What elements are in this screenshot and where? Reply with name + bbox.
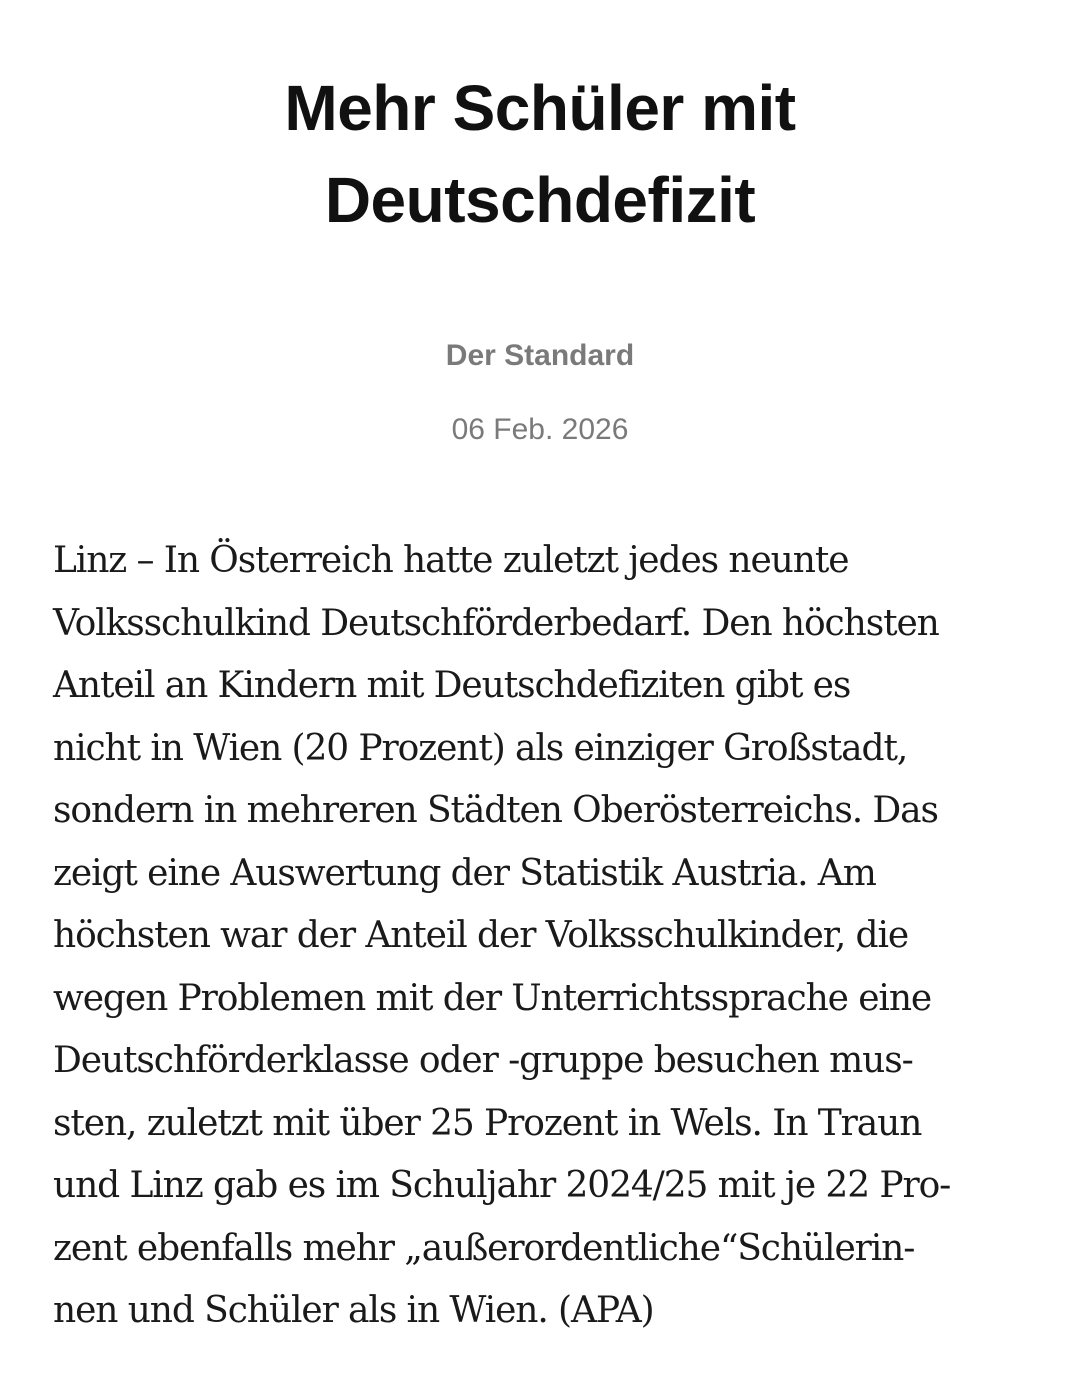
body-line: zeigt eine Auswertung der Statistik Austria. Am (53, 852, 876, 894)
body-line: zent ebenfalls mehr „außerordentliche“Schülerin- (53, 1227, 915, 1269)
body-line: sondern in mehreren Städten Oberösterreichs. Das (53, 790, 938, 831)
body-line: wegen Problemen mit der Unterrichtssprache eine (53, 977, 932, 1019)
headline-line: Mehr Schüler mit (284, 72, 796, 144)
body-line: nicht in Wien (20 Prozent) als einziger Großstadt, (53, 727, 908, 769)
article-body (53, 530, 1043, 1343)
body-line: Deutschförderklasse oder -gruppe besuchen mus- (53, 1040, 913, 1081)
body-line: Volksschulkind Deutschförderbedarf. Den höchsten (53, 602, 939, 644)
body-line: Linz – In Österreich hatte zuletzt jedes neunte (53, 540, 849, 581)
article-date: 06 Feb. 2026 (451, 413, 629, 446)
body-line: und Linz gab es im Schuljahr 2024/25 mit je 22 Pro- (53, 1165, 951, 1206)
article-source: Der Standard (445, 339, 635, 372)
body-line: Anteil an Kindern mit Deutschdefiziten gibt es (53, 665, 851, 706)
body-line: sten, zuletzt mit über 25 Prozent in Wels. In Traun (53, 1102, 922, 1144)
body-line: nen und Schüler als in Wien. (APA) (53, 1290, 654, 1331)
body-line: höchsten war der Anteil der Volksschulkinder, die (53, 915, 909, 956)
article-headline (0, 62, 1080, 246)
headline-line: Deutschdefizit (324, 164, 756, 236)
